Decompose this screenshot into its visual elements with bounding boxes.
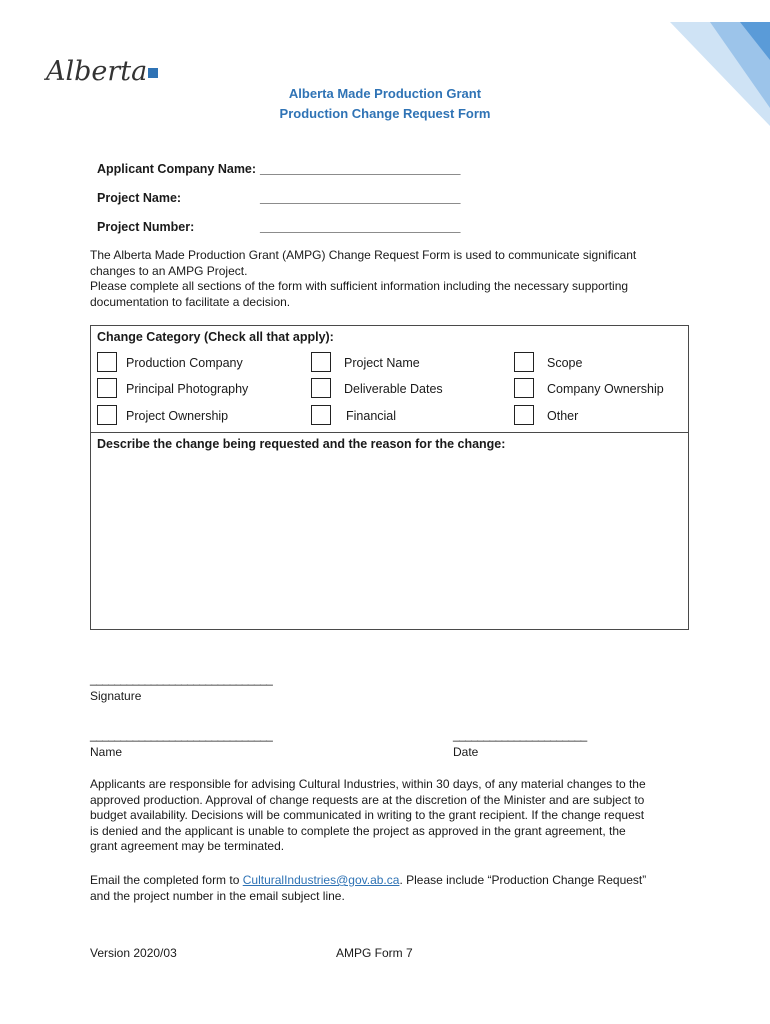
option-company-ownership: Company Ownership xyxy=(547,382,664,396)
applicant-company-field[interactable]: _______________________________ xyxy=(260,162,461,176)
date-label: Date xyxy=(453,745,479,759)
signature-line[interactable]: ______________________________ xyxy=(90,672,273,686)
signature-label: Signature xyxy=(90,689,142,703)
option-other: Other xyxy=(547,409,579,423)
checkbox-financial[interactable] xyxy=(311,405,331,425)
checkbox-scope[interactable] xyxy=(514,352,534,372)
option-deliverable-dates: Deliverable Dates xyxy=(344,382,443,396)
intro-line: changes to an AMPG Project. xyxy=(90,263,248,278)
project-number-label: Project Number: xyxy=(97,220,195,234)
project-number-field[interactable]: _______________________________ xyxy=(260,220,461,234)
email-prefix: Email the completed form to xyxy=(90,873,243,887)
applicant-company-label: Applicant Company Name: xyxy=(97,162,257,176)
project-name-label: Project Name: xyxy=(97,191,182,205)
email-line2: and the project number in the email subject line. xyxy=(90,888,345,903)
option-project-name: Project Name xyxy=(344,356,420,370)
name-line[interactable]: ______________________________ xyxy=(90,728,273,742)
form-title-line1: Alberta Made Production Grant xyxy=(288,86,482,101)
notice-line: Applicants are responsible for advising Cultural Industries, within 30 days, of any material changes to the xyxy=(90,777,646,791)
form-title-line2: Production Change Request Form xyxy=(279,106,491,121)
svg-text:Alberta: Alberta xyxy=(46,56,148,87)
describe-change-label: Describe the change being requested and the reason for the change: xyxy=(97,437,506,451)
intro-paragraph xyxy=(90,248,690,310)
option-scope: Scope xyxy=(547,356,583,370)
notice-line: budget availability. Decisions will be communicated in writing to the grant recipient. If the change request xyxy=(90,808,645,822)
intro-line: Please complete all sections of the form with sufficient information including the necessary supporting xyxy=(90,279,629,293)
email-line xyxy=(90,873,690,889)
notice-line: grant agreement may be terminated. xyxy=(90,839,285,853)
checkbox-principal-photography[interactable] xyxy=(97,378,117,398)
checkbox-project-name[interactable] xyxy=(311,352,331,372)
email-paragraph xyxy=(90,873,690,904)
intro-line: documentation to facilitate a decision. xyxy=(90,294,291,309)
notice-line: approved production. Approval of change requests are at the discretion of the Minister and are subject to xyxy=(90,792,645,807)
checkbox-company-ownership[interactable] xyxy=(514,378,534,398)
checkbox-other[interactable] xyxy=(514,405,534,425)
option-project-ownership: Project Ownership xyxy=(126,409,229,423)
option-principal-photography: Principal Photography xyxy=(126,382,249,396)
name-label: Name xyxy=(90,745,123,759)
checkbox-deliverable-dates[interactable] xyxy=(311,378,331,398)
notice-paragraph xyxy=(90,777,690,855)
checkbox-project-ownership[interactable] xyxy=(97,405,117,425)
footer-version: Version 2020/03 xyxy=(90,946,177,960)
date-line[interactable]: ______________________ xyxy=(453,728,587,742)
notice-line: is denied and the applicant is unable to complete the project as approved in the grant agreement, the xyxy=(90,823,626,838)
email-link[interactable]: CulturalIndustries@gov.ab.ca xyxy=(242,873,400,887)
change-category-heading: Change Category (Check all that apply): xyxy=(97,330,334,344)
box-divider xyxy=(90,432,689,433)
checkbox-production-company[interactable] xyxy=(97,352,117,372)
option-production-company: Production Company xyxy=(126,356,243,370)
email-suffix: . Please include “Production Change Request” xyxy=(399,873,647,887)
project-name-field[interactable]: _______________________________ xyxy=(260,191,461,205)
describe-change-area[interactable] xyxy=(92,456,687,628)
intro-line: The Alberta Made Production Grant (AMPG) Change Request Form is used to communicate significant xyxy=(90,248,637,262)
option-financial: Financial xyxy=(346,409,397,423)
footer-form-number: AMPG Form 7 xyxy=(336,946,413,960)
